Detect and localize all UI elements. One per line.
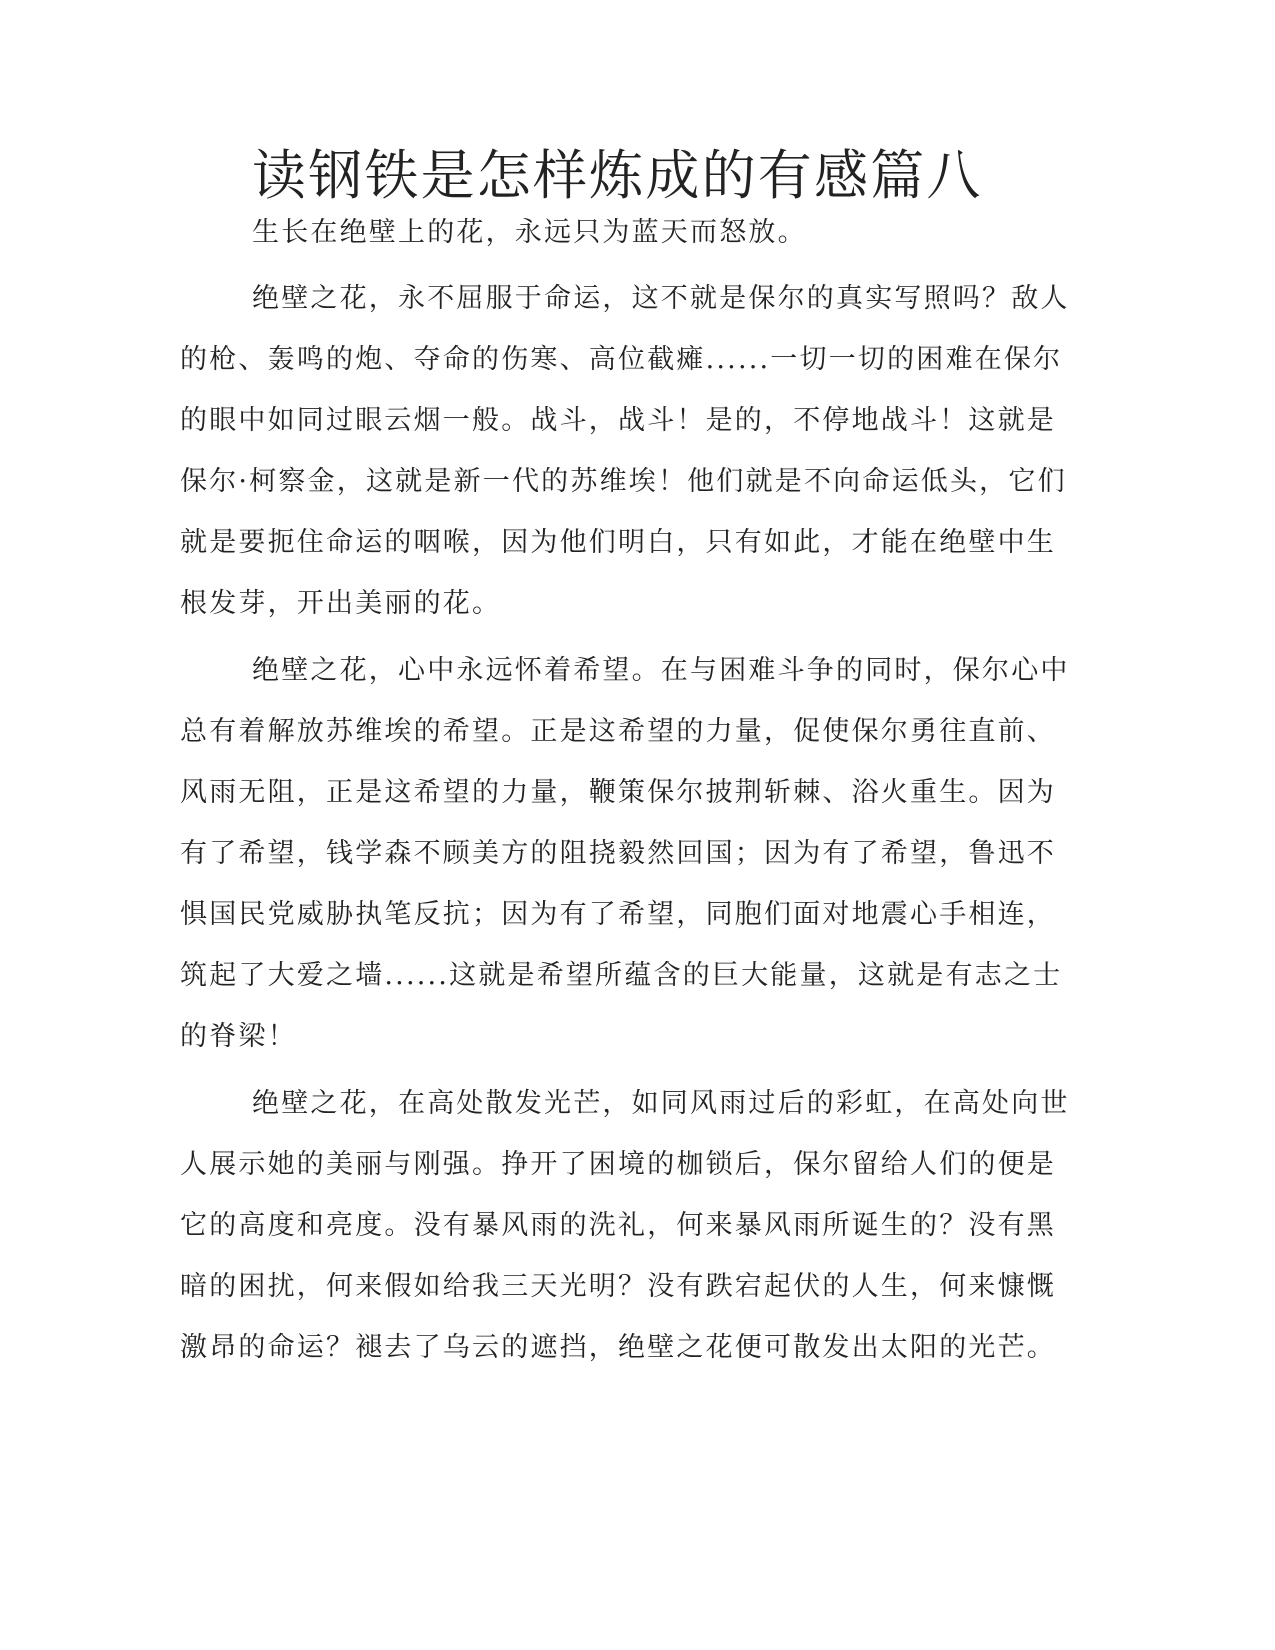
text-line: 的眼中如同过眼云烟一般。战斗，战斗！是的，不停地战斗！这就是 [180,405,1056,436]
text-line: 总有着解放苏维埃的希望。正是这希望的力量，促使保尔勇往直前、 [180,716,1056,747]
text-line: 就是要扼住命运的咽喉，因为他们明白，只有如此，才能在绝壁中生 [180,527,1056,558]
text-line: 绝壁之花，在高处散发光芒，如同风雨过后的彩虹，在高处向世 [252,1088,1070,1119]
text-line: 绝壁之花，心中永远怀着希望。在与困难斗争的同时，保尔心中 [252,655,1070,686]
text-line: 暗的困扰，何来假如给我三天光明？没有跌宕起伏的人生，何来慷慨 [180,1271,1056,1302]
text-line: 人展示她的美丽与刚强。挣开了困境的枷锁后，保尔留给人们的便是 [180,1149,1056,1180]
paragraph-3 [180,1073,1070,1378]
paragraph-1 [180,268,1070,634]
paragraph-2 [180,640,1070,1067]
text-line: 的枪、轰鸣的炮、夺命的伤寒、高位截瘫......一切一切的困难在保尔 [180,344,1063,375]
text-line: 保尔·柯察金，这就是新一代的苏维埃！他们就是不向命运低头，它们 [180,466,1067,497]
document-title: 读钢铁是怎样炼成的有感篇八 [252,144,983,207]
text-line: 绝壁之花，永不屈服于命运，这不就是保尔的真实写照吗？敌人 [252,283,1070,314]
text-line: 有了希望，钱学森不顾美方的阻挠毅然回国；因为有了希望，鲁迅不 [180,838,1056,869]
text-line: 它的高度和亮度。没有暴风雨的洗礼，何来暴风雨所诞生的？没有黑 [180,1210,1056,1241]
text-line: 风雨无阻，正是这希望的力量，鞭策保尔披荆斩棘、浴火重生。因为 [180,777,1056,808]
text-line: 的脊梁！ [180,1021,297,1052]
document-subtitle: 生长在绝壁上的花，永远只为蓝天而怒放。 [252,217,807,248]
text-line: 根发芽，开出美丽的花。 [180,588,502,619]
text-line: 筑起了大爱之墙......这就是希望所蕴含的巨大能量，这就是有志之士 [180,960,1063,991]
text-line: 惧国民党威胁执笔反抗；因为有了希望，同胞们面对地震心手相连， [180,899,1056,930]
text-line: 激昂的命运？褪去了乌云的遮挡，绝壁之花便可散发出太阳的光芒。 [180,1332,1056,1363]
document-page [180,144,1070,1384]
